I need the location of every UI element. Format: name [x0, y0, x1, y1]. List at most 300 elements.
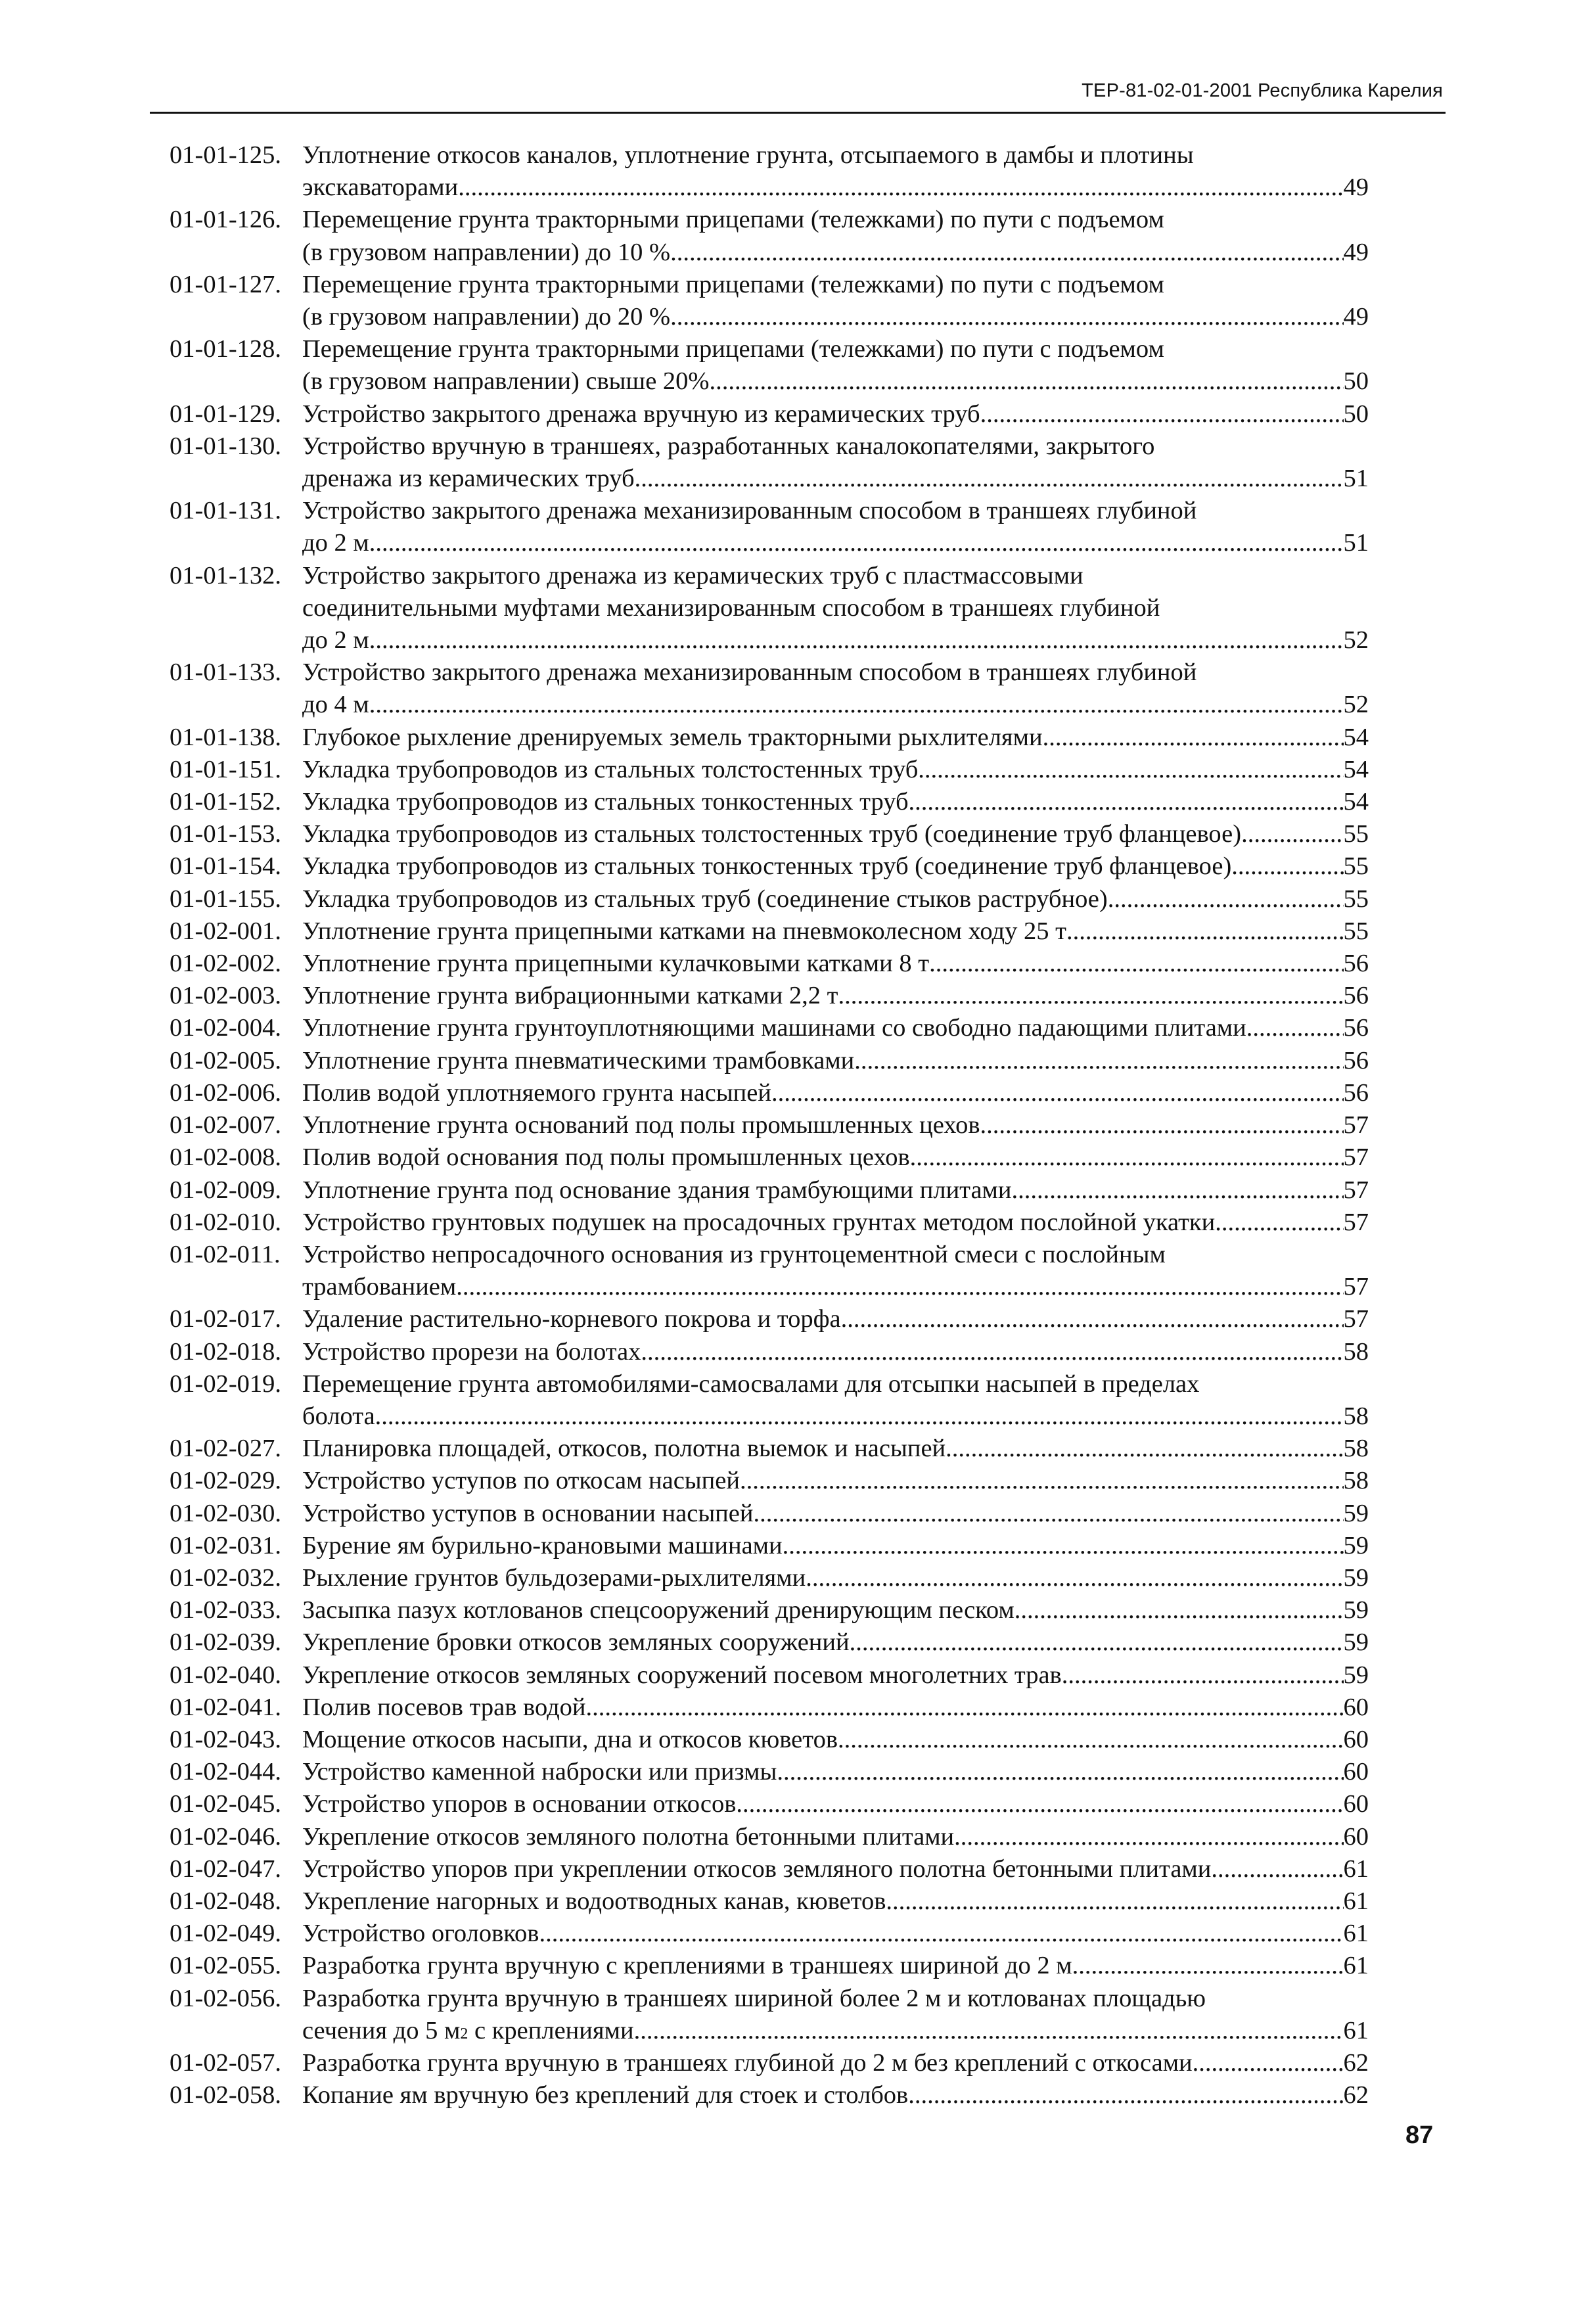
toc-entry	[170, 1562, 1369, 1594]
toc-entry-text: соединительными муфтами механизированным способом в траншеях глубиной	[302, 593, 1160, 622]
toc-entry-code: 01-02-033.	[170, 1596, 282, 1625]
toc-entry	[170, 850, 1369, 883]
toc-entry-title	[302, 430, 1369, 495]
toc-entry-page: 58	[1343, 1435, 1369, 1463]
toc-entry-code: 01-02-046.	[170, 1822, 282, 1851]
toc-entry-title	[302, 754, 1369, 786]
toc-entry	[170, 1626, 1369, 1659]
toc-entry-text: Устройство закрытого дренажа из керамических труб с пластмассовыми	[302, 561, 1083, 589]
toc-entry-code: 01-01-153.	[170, 820, 282, 848]
toc-entry-code: 01-01-130.	[170, 432, 282, 460]
toc-entry	[170, 1368, 1369, 1433]
toc-entry-code: 01-02-057.	[170, 2048, 282, 2077]
toc-entry-text: Разработка грунта вручную в траншеях шириной более 2 м и котлованах площадью	[302, 1984, 1206, 2012]
toc-entry-page: 50	[1343, 367, 1369, 396]
toc-entry-page: 59	[1343, 1499, 1369, 1527]
toc-entry-code: 01-02-019.	[170, 1370, 282, 1398]
toc-entry-code: 01-01-154.	[170, 852, 282, 881]
dot-leader	[458, 172, 1343, 204]
toc-entry-line	[302, 365, 1369, 398]
dot-leader	[954, 1821, 1343, 1853]
dot-leader	[910, 1141, 1344, 1174]
toc-entry-page: 60	[1343, 1725, 1369, 1753]
toc-entry-text: Удаление растительно-корневого покрова и торфа	[302, 1305, 841, 1333]
toc-entry-title	[302, 1433, 1369, 1465]
dot-leader	[736, 1788, 1343, 1820]
toc-entry-line	[302, 1012, 1369, 1044]
toc-entry	[170, 1303, 1369, 1335]
dot-leader	[369, 624, 1344, 657]
dot-leader	[753, 1498, 1343, 1530]
toc-entry-code: 01-02-048.	[170, 1887, 282, 1915]
toc-entry-line	[302, 1303, 1369, 1335]
toc-entry-code: 01-02-011.	[170, 1240, 281, 1268]
toc-entry-code: 01-01-155.	[170, 885, 282, 913]
toc-entry-line	[302, 527, 1369, 559]
dot-leader	[456, 1271, 1343, 1303]
toc-entry-line	[302, 1400, 1369, 1433]
toc-entry-text: Укладка трубопроводов из стальных труб (соединение стыков раструбное)	[302, 885, 1108, 913]
dot-leader	[641, 1336, 1343, 1368]
toc-entry-page: 55	[1343, 885, 1369, 913]
toc-entry-text: болота	[302, 1402, 375, 1430]
toc-entry-text: до 2 м	[302, 626, 369, 655]
dot-leader	[634, 2015, 1344, 2047]
toc-entry-title	[302, 722, 1369, 754]
toc-entry-page: 56	[1343, 1078, 1369, 1107]
dot-leader	[369, 527, 1344, 559]
toc-entry-line	[302, 430, 1369, 463]
toc-entry-line	[302, 139, 1369, 172]
toc-entry-title	[302, 2079, 1369, 2111]
toc-entry-code: 01-02-018.	[170, 1337, 282, 1366]
toc-entry-text: Укрепление откосов земляных сооружений посевом многолетних трав	[302, 1661, 1062, 1689]
dot-leader	[740, 1465, 1344, 1497]
toc-entry-title	[302, 204, 1369, 268]
toc-entry-text: Уплотнение грунта прицепными кулачковыми катками 8 т	[302, 950, 930, 978]
toc-entry-text: Разработка грунта вручную с креплениями в траншеях шириной до 2 м	[302, 1952, 1072, 1980]
toc-entry-code: 01-02-058.	[170, 2081, 282, 2110]
toc-entry-title	[302, 1853, 1369, 1885]
toc-entry-title	[302, 1788, 1369, 1820]
toc-entry-page: 60	[1343, 1758, 1369, 1786]
toc-entry-text: Уплотнение грунта пневматическими трамбовками	[302, 1046, 855, 1074]
dot-leader	[1066, 915, 1344, 948]
toc-entry	[170, 1239, 1369, 1303]
toc-entry-line	[302, 1918, 1369, 1950]
toc-entry-page: 51	[1343, 465, 1369, 493]
toc-entry-code: 01-02-039.	[170, 1628, 282, 1657]
toc-entry-code: 01-01-131.	[170, 497, 282, 525]
toc-entry-title	[302, 915, 1369, 948]
toc-entry	[170, 1724, 1369, 1756]
toc-entry-line	[302, 1498, 1369, 1530]
toc-entry-text-tail: с креплениями	[468, 2016, 634, 2044]
running-header	[150, 74, 1446, 114]
toc-entry-title	[302, 1756, 1369, 1788]
toc-entry-line	[302, 1141, 1369, 1174]
toc-entry-line	[302, 786, 1369, 818]
toc-entry-page: 57	[1343, 1143, 1369, 1172]
toc-entry-title	[302, 1045, 1369, 1077]
dot-leader	[806, 1562, 1343, 1594]
toc-entry-line	[302, 1724, 1369, 1756]
toc-entry-code: 01-02-008.	[170, 1143, 282, 1172]
toc-entry-text: Мощение откосов насыпи, дна и откосов кюветов	[302, 1725, 838, 1753]
toc-entry-line: сечения до 5 м 2 с креплениями ..... 61	[302, 2015, 1369, 2047]
toc-entry-page: 61	[1343, 1887, 1369, 1915]
toc-entry-title	[302, 883, 1369, 915]
toc-entry-page: 57	[1343, 1305, 1369, 1333]
toc-entry-page: 52	[1343, 691, 1369, 719]
toc-entry-page: 54	[1343, 788, 1369, 816]
toc-entry-title	[302, 1950, 1369, 1982]
toc-entry	[170, 1659, 1369, 1692]
toc-entry-title	[302, 1336, 1369, 1368]
toc-entry-line	[302, 237, 1369, 269]
toc-entry	[170, 1207, 1369, 1239]
toc-entry-page: 61	[1343, 1952, 1369, 1980]
toc-entry-title	[302, 948, 1369, 980]
toc-entry-text: Устройство оголовков	[302, 1920, 539, 1948]
toc-entry-title	[302, 980, 1369, 1012]
toc-entry-page: 49	[1343, 238, 1369, 266]
toc-entry-code: 01-02-004.	[170, 1014, 282, 1042]
toc-entry	[170, 2047, 1369, 2079]
toc-entry-page: 58	[1343, 1402, 1369, 1430]
toc-entry-line	[302, 1821, 1369, 1853]
toc-entry-line	[302, 1562, 1369, 1594]
toc-entry-code: 01-02-049.	[170, 1920, 282, 1948]
toc-entry-line	[302, 495, 1369, 527]
toc-entry	[170, 1821, 1369, 1853]
toc-entry-page: 56	[1343, 950, 1369, 978]
toc-entry-text: Устройство закрытого дренажа механизированным способом в траншеях глубиной	[302, 658, 1197, 687]
toc-entry-line	[302, 754, 1369, 786]
toc-entry-page: 59	[1343, 1628, 1369, 1657]
toc-entry-text: Устройство прорези на болотах	[302, 1337, 641, 1366]
toc-entry-line	[302, 850, 1369, 883]
toc-entry	[170, 786, 1369, 818]
toc-entry-text: до 2 м	[302, 529, 369, 557]
toc-entry-text: Рыхление грунтов бульдозерами-рыхлителями	[302, 1563, 806, 1592]
toc-entry-line	[302, 463, 1369, 495]
toc-entry-line	[302, 172, 1369, 204]
toc-entry-page: 62	[1343, 2048, 1369, 2077]
dot-leader	[1012, 1174, 1344, 1207]
toc-entry-code: 01-02-007.	[170, 1111, 282, 1140]
toc-entry-title	[302, 560, 1369, 657]
toc-entry-text: трамбованием	[302, 1273, 457, 1301]
toc-entry	[170, 818, 1369, 850]
toc-entry-line	[302, 948, 1369, 980]
toc-entry-title	[302, 1012, 1369, 1044]
toc-entry-code: 01-02-045.	[170, 1790, 282, 1818]
toc-entry	[170, 1012, 1369, 1044]
dot-leader	[909, 786, 1344, 818]
toc-entry-page: 59	[1343, 1531, 1369, 1559]
toc-entry	[170, 269, 1369, 333]
toc-entry-text: Планировка площадей, откосов, полотна выемок и насыпей	[302, 1435, 946, 1463]
toc-entry-title	[302, 850, 1369, 883]
toc-entry-line	[302, 1626, 1369, 1659]
toc-entry-line	[302, 1077, 1369, 1109]
toc-entry-title	[302, 139, 1369, 204]
dot-leader	[1241, 818, 1343, 850]
dot-leader	[586, 1692, 1344, 1724]
toc-entry-text: Уплотнение грунта оснований под полы промышленных цехов	[302, 1111, 980, 1140]
toc-entry-text: Устройство упоров при укреплении откосов земляного полотна бетонными плитами	[302, 1855, 1212, 1883]
toc-entry-page: 49	[1343, 303, 1369, 331]
toc-entry-text: Устройство вручную в траншеях, разработанных каналокопателями, закрытого	[302, 432, 1155, 460]
toc-entry-code: 01-02-003.	[170, 982, 282, 1010]
dot-leader	[1246, 1012, 1344, 1044]
toc-entry	[170, 2079, 1369, 2111]
toc-entry-title	[302, 1692, 1369, 1724]
toc-entry	[170, 948, 1369, 980]
toc-entry-text: Уплотнение грунта прицепными катками на пневмоколесном ходу 25 т	[302, 917, 1066, 945]
toc-entry-line	[302, 689, 1369, 721]
dot-leader	[1108, 883, 1344, 915]
toc-entry-page: 57	[1343, 1111, 1369, 1140]
toc-entry-line	[302, 1465, 1369, 1497]
toc-entry-text: дренажа из керамических труб	[302, 465, 635, 493]
toc-entry-text: Устройство каменной наброски или призмы	[302, 1758, 777, 1786]
toc-entry-code: 01-02-056.	[170, 1984, 282, 2012]
toc-entry	[170, 1594, 1369, 1626]
dot-leader	[777, 1756, 1343, 1788]
toc-entry-code: 01-01-127.	[170, 270, 282, 298]
toc-entry-text: Устройство непросадочного основания из грунтоцементной смеси с послойным	[302, 1240, 1166, 1268]
toc-entry-line	[302, 818, 1369, 850]
toc-entry	[170, 883, 1369, 915]
toc-entry	[170, 1756, 1369, 1788]
toc-entry-code: 01-02-040.	[170, 1661, 282, 1689]
toc-entry-title	[302, 1530, 1369, 1562]
toc-entry-text: до 4 м	[302, 691, 369, 719]
toc-entry-text: Устройство грунтовых подушек на просадочных грунтах методом послойной укатки	[302, 1208, 1216, 1236]
toc-entry-line	[302, 269, 1369, 301]
dot-leader	[771, 1077, 1344, 1109]
dot-leader	[850, 1626, 1344, 1659]
dot-leader	[1215, 1207, 1343, 1239]
toc-entry	[170, 754, 1369, 786]
toc-entry-page: 56	[1343, 1046, 1369, 1074]
toc-entry-page: 62	[1343, 2081, 1369, 2110]
toc-entry-page: 55	[1343, 852, 1369, 881]
dot-leader	[980, 398, 1344, 430]
toc-entry-text: Уплотнение грунта вибрационными катками 2,2 т	[302, 982, 838, 1010]
toc-entry-code: 01-02-009.	[170, 1176, 282, 1204]
toc-entry-code: 01-02-001.	[170, 917, 282, 945]
toc-entry-text: Устройство уступов по откосам насыпей	[302, 1467, 740, 1495]
toc-entry-title	[302, 1821, 1369, 1853]
toc-entry-title	[302, 1659, 1369, 1692]
toc-entry-code: 01-01-151.	[170, 755, 282, 783]
toc-entry-page: 57	[1343, 1176, 1369, 1204]
toc-entry-code: 01-02-055.	[170, 1952, 282, 1980]
toc-entry-page: 57	[1343, 1273, 1369, 1301]
toc-entry	[170, 1077, 1369, 1109]
toc-entry-text: Укрепление откосов земляного полотна бетонными плитами	[302, 1822, 955, 1851]
toc-entry	[170, 1983, 1369, 2047]
dot-leader	[980, 1109, 1344, 1141]
toc-entry-line	[302, 1659, 1369, 1692]
toc-entry-page: 56	[1343, 982, 1369, 1010]
page-number: 87	[1405, 2121, 1434, 2149]
toc-entry-line	[302, 1368, 1369, 1400]
toc-entry-text: Укладка трубопроводов из стальных тонкостенных труб	[302, 788, 909, 816]
dot-leader	[1072, 1950, 1344, 1982]
toc-entry-text: (в грузовом направлении) до 20 %	[302, 303, 671, 331]
dot-leader	[918, 754, 1343, 786]
dot-leader	[838, 980, 1344, 1012]
toc-entry-title	[302, 1109, 1369, 1141]
toc-entry	[170, 1885, 1369, 1918]
toc-entry-code: 01-02-027.	[170, 1435, 282, 1463]
toc-entry-text: Полив водой уплотняемого грунта насыпей	[302, 1078, 771, 1107]
toc-entry-text: Уплотнение грунта грунтоуплотняющими машинами со свободно падающими плитами	[302, 1014, 1246, 1042]
toc-entry-title	[302, 1207, 1369, 1239]
toc-entry	[170, 1465, 1369, 1497]
toc-entry-page: 58	[1343, 1337, 1369, 1366]
toc-entry	[170, 1918, 1369, 1950]
toc-entry-code: 01-02-032.	[170, 1563, 282, 1592]
toc-entry-line	[302, 915, 1369, 948]
toc-entry-text: (в грузовом направлении) свыше 20%	[302, 367, 710, 396]
toc-entry-code: 01-01-126.	[170, 206, 282, 234]
toc-entry-page: 58	[1343, 1467, 1369, 1495]
toc-entry-line	[302, 883, 1369, 915]
dot-leader	[838, 1724, 1343, 1756]
dot-leader	[841, 1303, 1344, 1335]
toc-entry-text: сечения до 5 м	[302, 2016, 461, 2044]
toc-entry-line	[302, 1983, 1369, 2015]
toc-entry	[170, 657, 1369, 721]
toc-entry-code: 01-02-029.	[170, 1467, 282, 1495]
toc-entry-line	[302, 722, 1369, 754]
toc-entry-page: 54	[1343, 723, 1369, 751]
toc-entry-page: 59	[1343, 1563, 1369, 1592]
toc-entry-line	[302, 1950, 1369, 1982]
toc-entry-page: 60	[1343, 1822, 1369, 1851]
toc-entry-text: Полив посевов трав водой	[302, 1693, 586, 1721]
toc-entry-code: 01-02-030.	[170, 1499, 282, 1527]
toc-entry	[170, 1336, 1369, 1368]
toc-entry	[170, 1141, 1369, 1174]
document-title: ТЕР-81-02-01-2001 Республика Карелия	[1082, 80, 1443, 101]
toc-entry-code: 01-02-041.	[170, 1693, 282, 1721]
toc-entry	[170, 495, 1369, 559]
toc-entry-code: 01-01-129.	[170, 400, 282, 428]
toc-entry-line	[302, 657, 1369, 689]
toc-entry-title	[302, 495, 1369, 559]
toc-entry-title	[302, 1368, 1369, 1433]
dot-leader	[635, 463, 1344, 495]
toc-entry-page: 51	[1343, 529, 1369, 557]
toc-entry-page: 57	[1343, 1208, 1369, 1236]
toc-entry-title	[302, 269, 1369, 333]
toc-entry-page: 52	[1343, 626, 1369, 655]
toc-entry-line	[302, 1530, 1369, 1562]
toc-entry-code: 01-02-005.	[170, 1046, 282, 1074]
toc-entry-line	[302, 2047, 1369, 2079]
toc-entry-title	[302, 2047, 1369, 2079]
toc-entry-line	[302, 980, 1369, 1012]
table-of-contents	[170, 139, 1369, 2111]
toc-entry-code: 01-02-006.	[170, 1078, 282, 1107]
toc-entry-text: Глубокое рыхление дренируемых земель тракторными рыхлителями	[302, 723, 1043, 751]
toc-entry	[170, 1109, 1369, 1141]
toc-entry-code: 01-02-031.	[170, 1531, 282, 1559]
toc-entry-line	[302, 333, 1369, 365]
toc-entry-text: Бурение ям бурильно-крановыми машинами	[302, 1531, 783, 1559]
toc-entry-line	[302, 1433, 1369, 1465]
toc-entry-line	[302, 1336, 1369, 1368]
toc-entry-text: Укладка трубопроводов из стальных толстостенных труб (соединение труб фланцевое)	[302, 820, 1242, 848]
dot-leader	[946, 1433, 1343, 1465]
toc-entry-text: Укрепление нагорных и водоотводных канав, кюветов	[302, 1887, 886, 1915]
toc-entry	[170, 560, 1369, 657]
toc-entry	[170, 915, 1369, 948]
toc-entry-line	[302, 1174, 1369, 1207]
toc-entry-line	[302, 1853, 1369, 1885]
toc-entry-page: 55	[1343, 917, 1369, 945]
toc-entry-text: Перемещение грунта автомобилями-самосвалами для отсыпки насыпей в пределах	[302, 1370, 1200, 1398]
toc-entry-text: Перемещение грунта тракторными прицепами (тележками) по пути с подъемом	[302, 270, 1164, 298]
toc-entry-text: Устройство закрытого дренажа механизированным способом в траншеях глубиной	[302, 497, 1197, 525]
toc-entry	[170, 398, 1369, 430]
toc-entry-code: 01-02-044.	[170, 1758, 282, 1786]
toc-entry-page: 59	[1343, 1596, 1369, 1625]
toc-entry-code: 01-01-133.	[170, 658, 282, 687]
toc-entry-page: 61	[1343, 2016, 1369, 2044]
toc-entry-code: 01-02-002.	[170, 950, 282, 978]
dot-leader	[670, 301, 1343, 333]
toc-entry-title	[302, 1594, 1369, 1626]
toc-entry-title	[302, 1918, 1369, 1950]
toc-entry-line	[302, 301, 1369, 333]
toc-entry	[170, 1433, 1369, 1465]
toc-entry-code: 01-01-128.	[170, 335, 282, 363]
toc-entry-page: 60	[1343, 1693, 1369, 1721]
toc-entry-title	[302, 818, 1369, 850]
toc-entry-page: 54	[1343, 755, 1369, 783]
toc-entry-text: Разработка грунта вручную в траншеях глубиной до 2 м без креплений с откосами	[302, 2048, 1193, 2077]
toc-entry-line	[302, 1594, 1369, 1626]
dot-leader	[886, 1885, 1343, 1918]
dot-leader	[1015, 1594, 1344, 1626]
toc-entry-title	[302, 1983, 1369, 2047]
toc-entry	[170, 1530, 1369, 1562]
toc-entry-title	[302, 1239, 1369, 1303]
toc-entry-code: 01-01-132.	[170, 561, 282, 589]
toc-entry	[170, 980, 1369, 1012]
toc-entry-title	[302, 1077, 1369, 1109]
toc-entry-line	[302, 1271, 1369, 1303]
toc-entry-line	[302, 1788, 1369, 1820]
toc-entry-line	[302, 2079, 1369, 2111]
toc-entry-title	[302, 657, 1369, 721]
dot-leader	[1231, 850, 1343, 883]
dot-leader	[783, 1530, 1344, 1562]
toc-entry-text: Перемещение грунта тракторными прицепами (тележками) по пути с подъемом	[302, 335, 1164, 363]
toc-entry-title	[302, 1562, 1369, 1594]
toc-entry	[170, 430, 1369, 495]
toc-entry-page: 49	[1343, 173, 1369, 202]
toc-entry-text: Перемещение грунта тракторными прицепами (тележками) по пути с подъемом	[302, 206, 1164, 234]
toc-entry-page: 59	[1343, 1661, 1369, 1689]
